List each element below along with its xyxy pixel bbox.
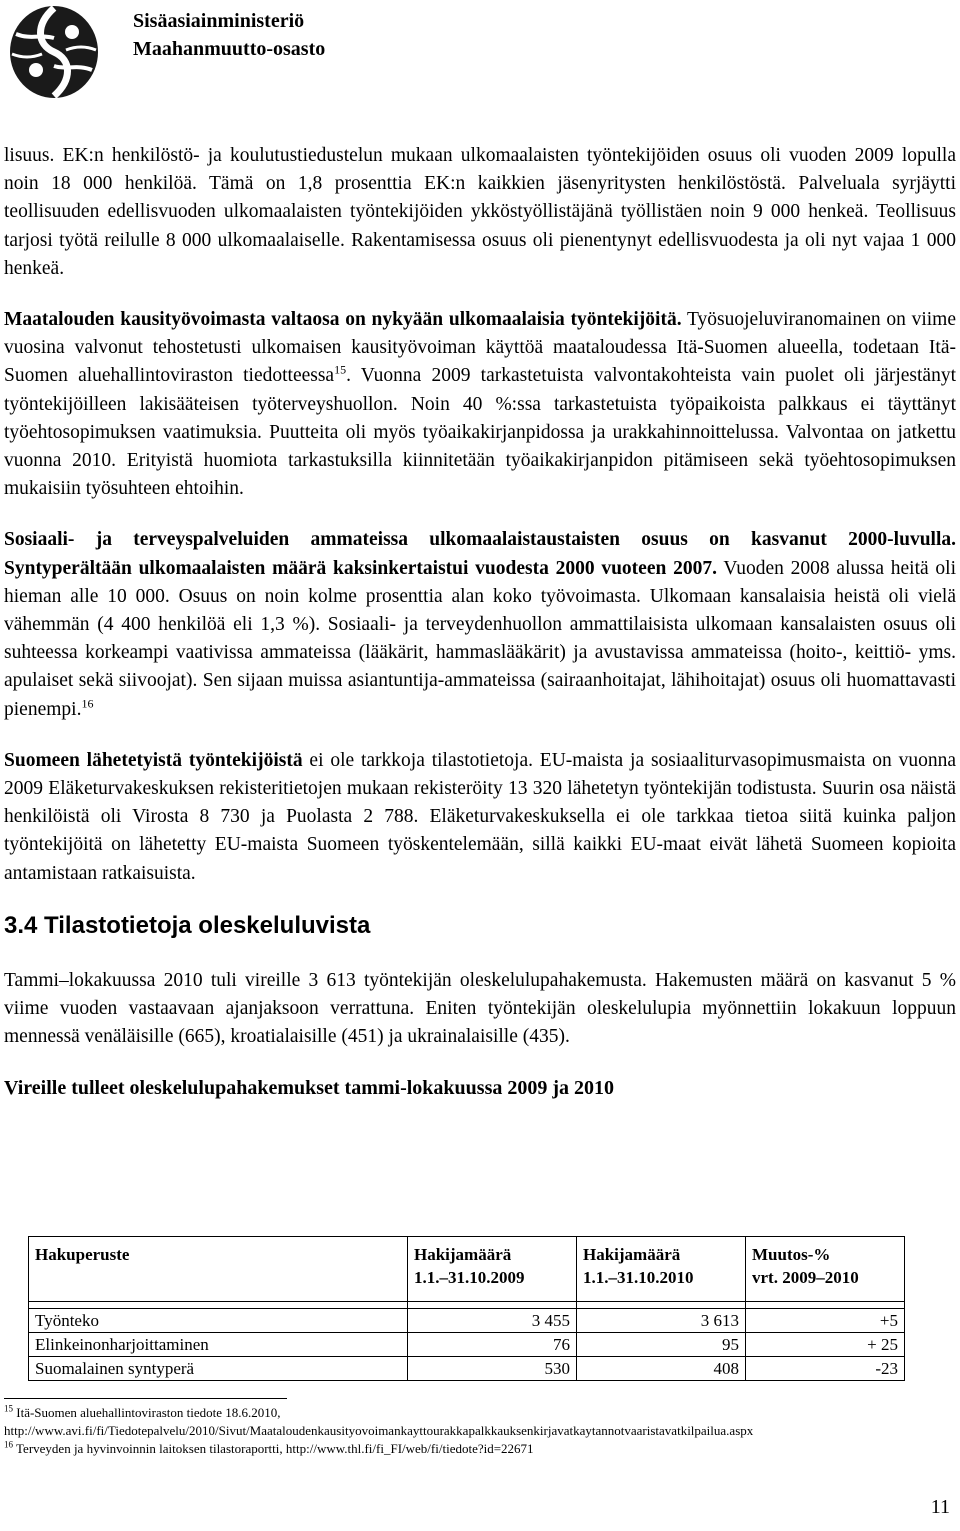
paragraph-text: Tammi–lokakuussa 2010 tuli vireille 3 613 työntekijän oleskelulupahakemusta. Hakemusten määrä on kasvanut 5 % viime vuoden vastaavaan ajanjaksoon verrattuna. Eniten työntekijän oleskelulupia myönnettiin lokakuun loppuun mennessä venäläisille (665), kroatialaisille (451) ja ukrainalaisille (435).	[4, 969, 956, 1048]
paragraph-permit-stats	[4, 967, 956, 1052]
column-header-sublabel: 1.1.–31.10.2010	[583, 1268, 694, 1287]
paragraph-lead: Suomeen lähetetyistä työntekijöistä	[4, 749, 303, 771]
table-cell: Elinkeinonharjoittaminen	[29, 1333, 408, 1357]
footnote-ref-16: 16	[81, 696, 94, 711]
paragraph-posted-workers	[4, 747, 956, 888]
table-cell: 3 613	[577, 1309, 746, 1333]
footnote-15	[4, 1404, 956, 1422]
permit-applications-table	[28, 1236, 905, 1381]
table-spacer	[29, 1302, 905, 1309]
table-cell: Työnteko	[29, 1309, 408, 1333]
column-header	[408, 1237, 577, 1302]
column-header-label: Hakijamäärä	[414, 1245, 512, 1264]
table-cell: 408	[577, 1357, 746, 1381]
footnotes	[4, 1404, 956, 1458]
column-header-sublabel: 1.1.–31.10.2009	[414, 1268, 525, 1287]
footnote-15-url[interactable]: http://www.avi.fi/fi/Tiedotepalvelu/2010/Sivut/Maataloudenkausityovoimankayttourakkapalkkauksenkirjavatkaytannotvaaristavatkilpailua.aspx	[4, 1423, 754, 1438]
footnote-number: 16	[4, 1439, 13, 1450]
paragraph-seasonal-labour	[4, 306, 956, 503]
table-cell: -23	[746, 1357, 905, 1381]
table-row	[29, 1333, 905, 1357]
table-row	[29, 1309, 905, 1333]
page-header	[0, 0, 960, 110]
table-cell: + 25	[746, 1333, 905, 1357]
footnote-ref-15: 15	[334, 362, 347, 377]
column-header-label: Hakuperuste	[35, 1245, 130, 1264]
paragraph-text: lisuus. EK:n henkilöstö- ja koulutustiedustelun mukaan ulkomaalaisten työntekijöiden osuus oli vuoden 2009 lopulla noin 18 000 henkilöä. Tämä on 1,8 prosenttia EK:n kaikkien jäsenyritysten henkilöstöstä. Palveluala syrjäytti teollisuuden edellisvuoden ulkomaalaisten työntekijöiden ykköstyöllistäjänä työllistäen noin 9 000 henkeä. Teollisuus tarjosi työtä reilulle 8 000 ulkomaalaiselle. Rakentamisessa osuus oli pienentynyt edellisvuodesta ja oli nyt vajaa 1 000 henkeä.	[4, 145, 956, 279]
document-body	[4, 142, 956, 1125]
table-cell: 3 455	[408, 1309, 577, 1333]
paragraph-lead: Maatalouden kausityövoimasta valtaosa on nykyään ulkomaalaisia työntekijöitä.	[4, 309, 682, 331]
table-cell: +5	[746, 1309, 905, 1333]
footnote-16	[4, 1440, 956, 1458]
ministry-logo-icon	[6, 4, 116, 100]
footnote-text: Itä-Suomen aluehallintoviraston tiedote 18.6.2010,	[13, 1405, 281, 1420]
org-name: Sisäasiainministeriö	[133, 10, 305, 32]
column-header	[29, 1237, 408, 1302]
footnote-text: Terveyden ja hyvinvoinnin laitoksen tilastoraportti, http://www.thl.fi/fi_FI/web/fi/tiedote?id=22671	[13, 1441, 534, 1456]
table-cell: 76	[408, 1333, 577, 1357]
paragraph-social-health	[4, 526, 956, 723]
column-header	[577, 1237, 746, 1302]
table-cell: Suomalainen syntyperä	[29, 1357, 408, 1381]
table-row	[29, 1357, 905, 1381]
page-number: 11	[930, 1496, 950, 1518]
paragraph-text: ei ole tarkkoja tilastotietoja. EU-maista ja sosiaaliturvasopimusmaista on vuonna 2009 Eläketurvakeskuksen rekisteritietojen mukaan rekisteröity 13 320 lähetetyn työntekijän todistusta. Suurin osa näistä henkilöistä oli Virosta 8 730 ja Puolasta 2 788. Eläketurvakeskuksella ei ole tarkkaa tietoa siitä kuinka paljon työntekijöitä on lähetetty EU-maista Suomeen työskentelemään, sillä kaikki EU-maat eivät lähetä Suomeen kopioita antamistaan ratkaisuista.	[4, 749, 956, 884]
footnote-number: 15	[4, 1403, 13, 1414]
paragraph-ek-survey	[4, 142, 956, 283]
paragraph-text: Työsuojeluviranomainen on viime vuosina valvonut tehostetusti ulkomaisen kausityövoiman käyttöä maataloudessa Itä-Suomen alueella, todetaan Itä-Suomen aluehallintoviraston tiedotteessa	[4, 309, 956, 387]
column-header-label: Hakijamäärä	[583, 1245, 681, 1264]
paragraph-lead: Sosiaali- ja terveyspalveluiden ammateissa ulkomaalaistaustaisten osuus on kasvanut 2000-luvulla. Syntyperältään ulkomaalaisten määrä kaksinkertaistui vuodesta 2000 vuoteen 2007.	[4, 529, 956, 579]
footnote-divider	[4, 1398, 287, 1399]
table-caption: Vireille tulleet oleskelulupahakemukset tammi-lokakuussa 2009 ja 2010	[4, 1077, 615, 1100]
table-cell: 95	[577, 1333, 746, 1357]
org-department: Maahanmuutto-osasto	[133, 38, 326, 60]
column-header-sublabel: vrt. 2009–2010	[752, 1268, 859, 1287]
section-heading: 3.4 Tilastotietoja oleskeluluvista	[4, 911, 371, 939]
paragraph-text: Vuoden 2008 alussa heitä oli hieman alle 10 000. Osuus on noin kolme prosenttia alan koko työvoimasta. Ulkomaan kansalaisia heistä oli vielä vähemmän (4 400 henkilöä eli 1,3 %). Sosiaali- ja terveydenhuollon ammattilaisista ulkomaan kansalaisten osuus oli suhteessa korkeampi vaativissa ammateissa (lääkärit, hammaslääkärit) ja avustavissa ammateissa (hoito-, keittiö- yms. apulaiset sekä siivoojat). Sen sijaan muissa asiantuntija-ammateissa (sairaanhoitajat, lähihoitajat) osuus oli huomattavasti pienempi.	[4, 557, 957, 720]
paragraph-text: . Vuonna 2009 tarkastetuista valvontakohteista vain puolet oli järjestänyt työntekijöilleen lakisääteisen työterveyshuollon. Noin 40 %:ssa tarkastetuista työpaikoista palkkaus ei täyttänyt työehtosopimuksen vaatimuksia. Puutteita oli myös työaikakirjanpidossa ja urakkahinnoittelussa. Valvontaa on jatkettu vuonna 2010. Erityistä huomiota tarkastuksilla kiinnitetään työaikakirjanpidon pitämiseen sekä työehtosopimuksen mukaisiin työsuhteen ehtoihin.	[4, 365, 957, 500]
column-header	[746, 1237, 905, 1302]
column-header-label: Muutos-%	[752, 1245, 831, 1264]
table-header-row	[29, 1237, 905, 1302]
table-cell: 530	[408, 1357, 577, 1381]
